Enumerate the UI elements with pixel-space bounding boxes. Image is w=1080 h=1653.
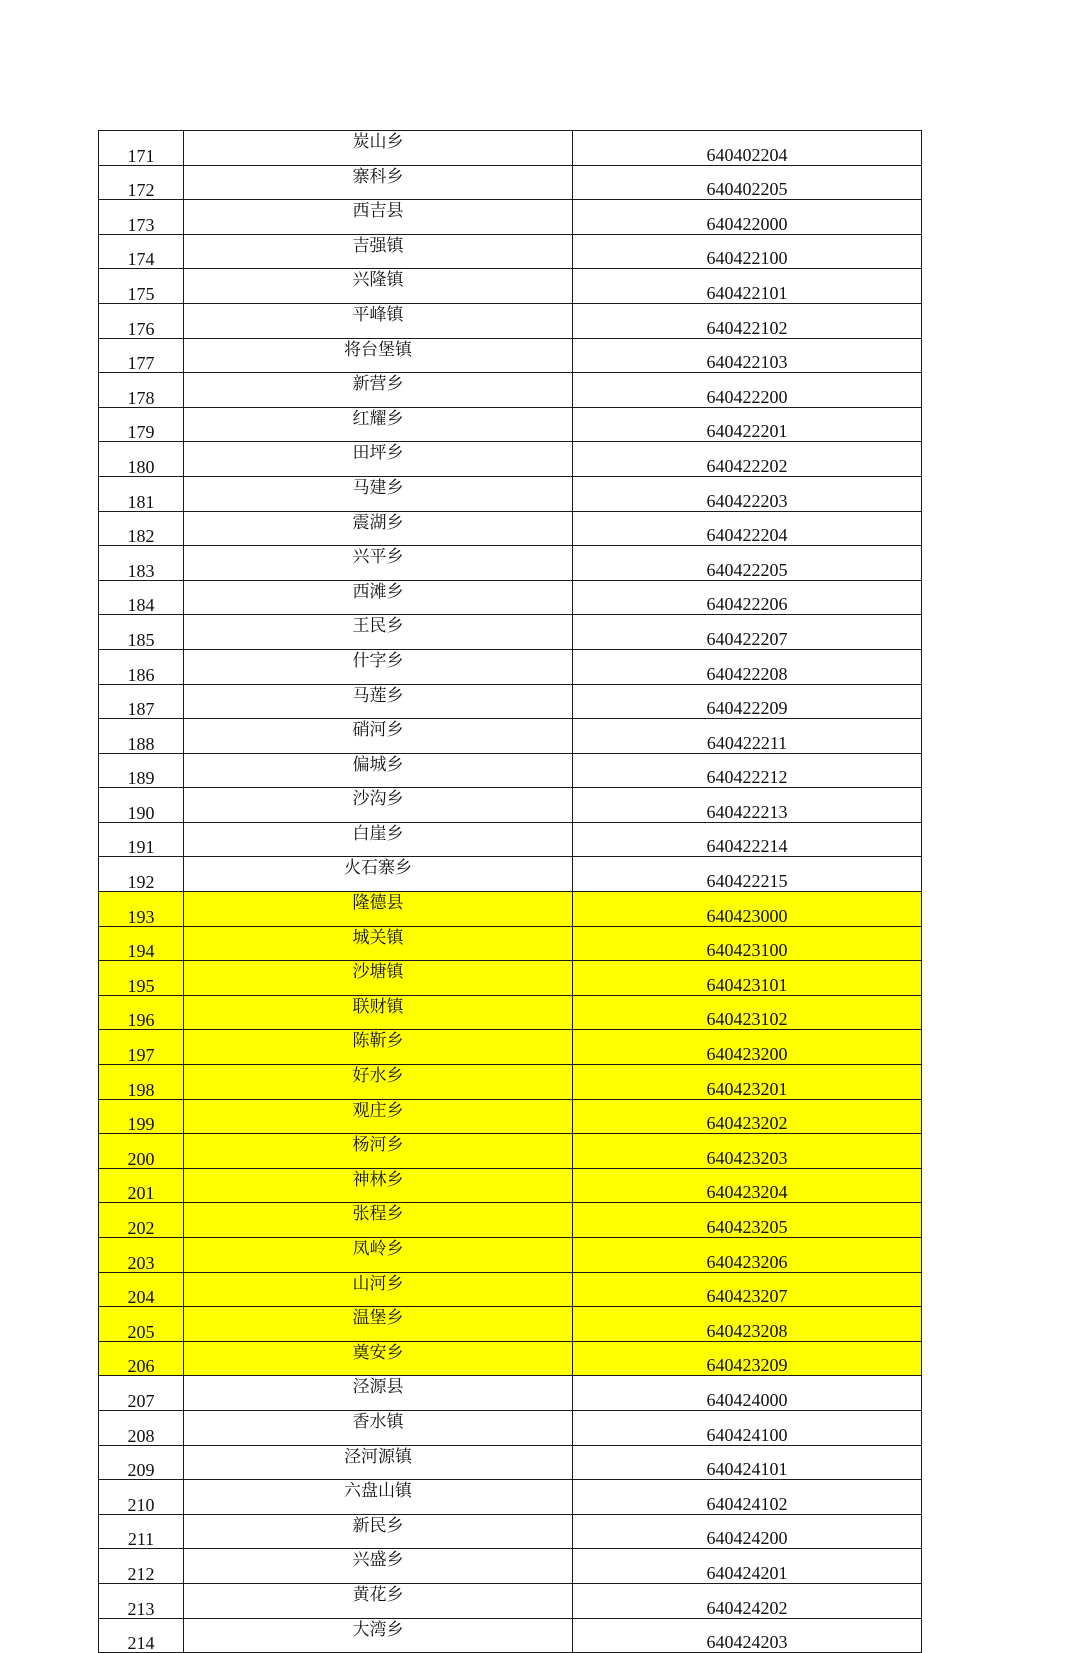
table-row xyxy=(99,1549,922,1584)
division-name-cell: 黄花乡 xyxy=(184,1583,573,1618)
row-number-cell: 205 xyxy=(99,1307,184,1342)
table-row xyxy=(99,1480,922,1515)
table-row xyxy=(99,580,922,615)
table-row xyxy=(99,1238,922,1273)
division-code-cell: 640424000 xyxy=(573,1376,922,1411)
row-number-cell: 171 xyxy=(99,131,184,166)
table-row xyxy=(99,200,922,235)
division-code-cell: 640424200 xyxy=(573,1514,922,1549)
division-code-cell: 640422214 xyxy=(573,822,922,857)
row-number-cell: 201 xyxy=(99,1168,184,1203)
table-row xyxy=(99,511,922,546)
row-number-cell: 179 xyxy=(99,407,184,442)
row-number-cell: 187 xyxy=(99,684,184,719)
document-sheet xyxy=(98,130,922,1653)
row-number-cell: 185 xyxy=(99,615,184,650)
table-row xyxy=(99,995,922,1030)
table-row xyxy=(99,788,922,823)
division-name-cell: 凤岭乡 xyxy=(184,1238,573,1273)
division-code-cell: 640422204 xyxy=(573,511,922,546)
row-number-cell: 181 xyxy=(99,476,184,511)
division-code-cell: 640423209 xyxy=(573,1341,922,1376)
division-name-cell: 香水镇 xyxy=(184,1410,573,1445)
table-row xyxy=(99,822,922,857)
row-number-cell: 199 xyxy=(99,1099,184,1134)
division-code-cell: 640422207 xyxy=(573,615,922,650)
row-number-cell: 191 xyxy=(99,822,184,857)
division-code-cell: 640402205 xyxy=(573,165,922,200)
table-row xyxy=(99,926,922,961)
row-number-cell: 197 xyxy=(99,1030,184,1065)
row-number-cell: 175 xyxy=(99,269,184,304)
division-name-cell: 将台堡镇 xyxy=(184,338,573,373)
division-code-cell: 640422101 xyxy=(573,269,922,304)
row-number-cell: 184 xyxy=(99,580,184,615)
division-code-cell: 640422202 xyxy=(573,442,922,477)
division-code-cell: 640423203 xyxy=(573,1134,922,1169)
division-name-cell: 王民乡 xyxy=(184,615,573,650)
table-row xyxy=(99,1065,922,1100)
row-number-cell: 172 xyxy=(99,165,184,200)
division-name-cell: 兴平乡 xyxy=(184,546,573,581)
division-code-cell: 640424202 xyxy=(573,1583,922,1618)
division-code-cell: 640424201 xyxy=(573,1549,922,1584)
row-number-cell: 173 xyxy=(99,200,184,235)
division-code-cell: 640423208 xyxy=(573,1307,922,1342)
division-name-cell: 奠安乡 xyxy=(184,1341,573,1376)
division-code-cell: 640422100 xyxy=(573,234,922,269)
row-number-cell: 203 xyxy=(99,1238,184,1273)
table-row xyxy=(99,546,922,581)
division-code-cell: 640422213 xyxy=(573,788,922,823)
division-name-cell: 吉强镇 xyxy=(184,234,573,269)
division-code-cell: 640423204 xyxy=(573,1168,922,1203)
division-name-cell: 泾河源镇 xyxy=(184,1445,573,1480)
division-code-table xyxy=(98,130,922,1653)
table-row xyxy=(99,269,922,304)
row-number-cell: 198 xyxy=(99,1065,184,1100)
table-row xyxy=(99,303,922,338)
table-row xyxy=(99,1341,922,1376)
division-name-cell: 杨河乡 xyxy=(184,1134,573,1169)
division-name-cell: 田坪乡 xyxy=(184,442,573,477)
division-name-cell: 联财镇 xyxy=(184,995,573,1030)
row-number-cell: 189 xyxy=(99,753,184,788)
table-row xyxy=(99,165,922,200)
division-name-cell: 张程乡 xyxy=(184,1203,573,1238)
division-name-cell: 大湾乡 xyxy=(184,1618,573,1653)
division-name-cell: 马建乡 xyxy=(184,476,573,511)
division-code-cell: 640422209 xyxy=(573,684,922,719)
row-number-cell: 207 xyxy=(99,1376,184,1411)
division-name-cell: 观庄乡 xyxy=(184,1099,573,1134)
division-name-cell: 泾源县 xyxy=(184,1376,573,1411)
division-name-cell: 兴隆镇 xyxy=(184,269,573,304)
table-row xyxy=(99,719,922,754)
division-name-cell: 西滩乡 xyxy=(184,580,573,615)
division-code-cell: 640423000 xyxy=(573,892,922,927)
row-number-cell: 210 xyxy=(99,1480,184,1515)
table-row xyxy=(99,649,922,684)
table-row xyxy=(99,1099,922,1134)
division-name-cell: 神林乡 xyxy=(184,1168,573,1203)
division-name-cell: 硝河乡 xyxy=(184,719,573,754)
division-code-cell: 640422206 xyxy=(573,580,922,615)
division-name-cell: 寨科乡 xyxy=(184,165,573,200)
table-row xyxy=(99,892,922,927)
table-row xyxy=(99,442,922,477)
table-row xyxy=(99,1030,922,1065)
row-number-cell: 202 xyxy=(99,1203,184,1238)
division-code-cell: 640422102 xyxy=(573,303,922,338)
row-number-cell: 214 xyxy=(99,1618,184,1653)
table-row xyxy=(99,753,922,788)
division-name-cell: 陈靳乡 xyxy=(184,1030,573,1065)
row-number-cell: 204 xyxy=(99,1272,184,1307)
row-number-cell: 194 xyxy=(99,926,184,961)
division-code-cell: 640423202 xyxy=(573,1099,922,1134)
table-row xyxy=(99,684,922,719)
division-name-cell: 城关镇 xyxy=(184,926,573,961)
row-number-cell: 206 xyxy=(99,1341,184,1376)
division-name-cell: 新民乡 xyxy=(184,1514,573,1549)
division-name-cell: 什字乡 xyxy=(184,649,573,684)
table-row xyxy=(99,1376,922,1411)
table-row xyxy=(99,373,922,408)
division-code-cell: 640423205 xyxy=(573,1203,922,1238)
division-code-cell: 640422212 xyxy=(573,753,922,788)
division-code-cell: 640424102 xyxy=(573,1480,922,1515)
table-row xyxy=(99,1583,922,1618)
division-code-cell: 640422215 xyxy=(573,857,922,892)
table-row xyxy=(99,338,922,373)
division-code-cell: 640422208 xyxy=(573,649,922,684)
division-name-cell: 温堡乡 xyxy=(184,1307,573,1342)
row-number-cell: 196 xyxy=(99,995,184,1030)
division-name-cell: 偏城乡 xyxy=(184,753,573,788)
row-number-cell: 211 xyxy=(99,1514,184,1549)
table-row xyxy=(99,476,922,511)
table-body xyxy=(99,131,922,1653)
row-number-cell: 208 xyxy=(99,1410,184,1445)
row-number-cell: 195 xyxy=(99,961,184,996)
division-name-cell: 好水乡 xyxy=(184,1065,573,1100)
table-row xyxy=(99,1445,922,1480)
table-row xyxy=(99,1514,922,1549)
row-number-cell: 183 xyxy=(99,546,184,581)
row-number-cell: 178 xyxy=(99,373,184,408)
row-number-cell: 213 xyxy=(99,1583,184,1618)
division-code-cell: 640423101 xyxy=(573,961,922,996)
division-code-cell: 640422205 xyxy=(573,546,922,581)
row-number-cell: 176 xyxy=(99,303,184,338)
table-row xyxy=(99,615,922,650)
division-name-cell: 红耀乡 xyxy=(184,407,573,442)
division-name-cell: 沙沟乡 xyxy=(184,788,573,823)
table-row xyxy=(99,1618,922,1653)
division-code-cell: 640424100 xyxy=(573,1410,922,1445)
row-number-cell: 180 xyxy=(99,442,184,477)
division-code-cell: 640422200 xyxy=(573,373,922,408)
table-row xyxy=(99,961,922,996)
table-row xyxy=(99,234,922,269)
division-code-cell: 640423102 xyxy=(573,995,922,1030)
division-code-cell: 640424203 xyxy=(573,1618,922,1653)
table-row xyxy=(99,131,922,166)
row-number-cell: 186 xyxy=(99,649,184,684)
division-code-cell: 640423200 xyxy=(573,1030,922,1065)
row-number-cell: 188 xyxy=(99,719,184,754)
division-name-cell: 新营乡 xyxy=(184,373,573,408)
division-code-cell: 640423207 xyxy=(573,1272,922,1307)
table-row xyxy=(99,1203,922,1238)
division-name-cell: 震湖乡 xyxy=(184,511,573,546)
table-row xyxy=(99,1168,922,1203)
table-row xyxy=(99,857,922,892)
row-number-cell: 182 xyxy=(99,511,184,546)
division-name-cell: 火石寨乡 xyxy=(184,857,573,892)
division-code-cell: 640423206 xyxy=(573,1238,922,1273)
division-code-cell: 640422201 xyxy=(573,407,922,442)
row-number-cell: 190 xyxy=(99,788,184,823)
table-row xyxy=(99,1307,922,1342)
division-code-cell: 640423201 xyxy=(573,1065,922,1100)
division-name-cell: 兴盛乡 xyxy=(184,1549,573,1584)
table-row xyxy=(99,1134,922,1169)
table-row xyxy=(99,1410,922,1445)
division-name-cell: 西吉县 xyxy=(184,200,573,235)
division-name-cell: 炭山乡 xyxy=(184,131,573,166)
row-number-cell: 212 xyxy=(99,1549,184,1584)
division-code-cell: 640424101 xyxy=(573,1445,922,1480)
division-code-cell: 640422211 xyxy=(573,719,922,754)
division-code-cell: 640402204 xyxy=(573,131,922,166)
division-name-cell: 山河乡 xyxy=(184,1272,573,1307)
table-row xyxy=(99,407,922,442)
division-code-cell: 640422203 xyxy=(573,476,922,511)
division-name-cell: 马莲乡 xyxy=(184,684,573,719)
division-code-cell: 640423100 xyxy=(573,926,922,961)
row-number-cell: 200 xyxy=(99,1134,184,1169)
division-name-cell: 平峰镇 xyxy=(184,303,573,338)
row-number-cell: 193 xyxy=(99,892,184,927)
row-number-cell: 209 xyxy=(99,1445,184,1480)
row-number-cell: 192 xyxy=(99,857,184,892)
row-number-cell: 177 xyxy=(99,338,184,373)
division-name-cell: 沙塘镇 xyxy=(184,961,573,996)
division-name-cell: 六盘山镇 xyxy=(184,1480,573,1515)
division-name-cell: 隆德县 xyxy=(184,892,573,927)
division-code-cell: 640422103 xyxy=(573,338,922,373)
division-code-cell: 640422000 xyxy=(573,200,922,235)
division-name-cell: 白崖乡 xyxy=(184,822,573,857)
table-row xyxy=(99,1272,922,1307)
row-number-cell: 174 xyxy=(99,234,184,269)
